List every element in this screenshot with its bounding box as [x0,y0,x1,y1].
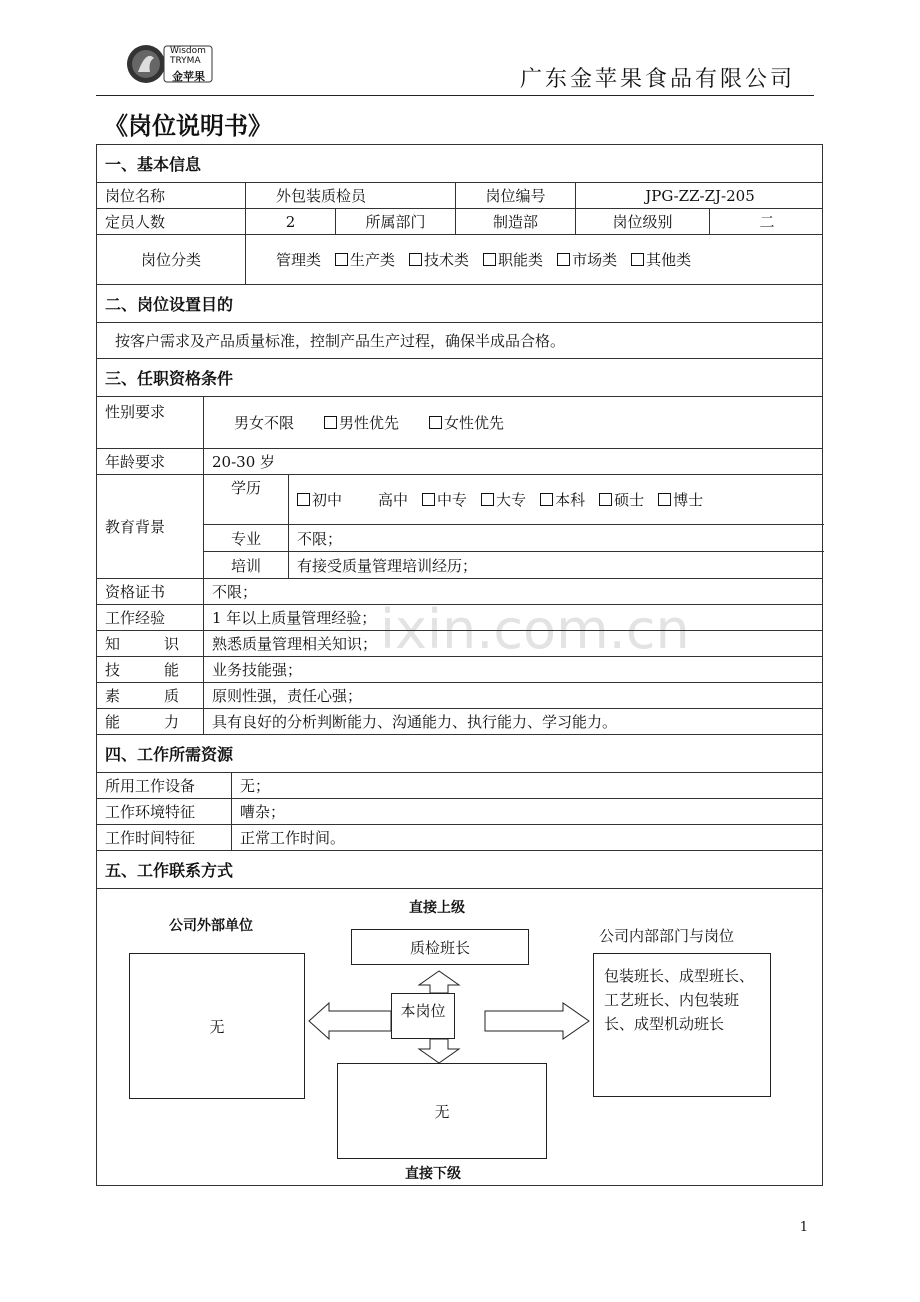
company-name: 广东金苹果食品有限公司 [520,67,796,92]
degree-option: 本科 [540,489,585,510]
major-label: 专业 [230,529,261,548]
major-value: 不限； [288,525,825,551]
post-name-value: 外包装质检员 [245,183,455,208]
headcount-label: 定员人数 [105,213,166,231]
row-gender [97,397,822,449]
watermark: ixin.com.cn [380,598,690,661]
row-purpose [97,323,822,359]
category-option: 技术类 [409,249,469,270]
ability-label: 能 力 [105,713,179,731]
section-qualification: 三、任职资格条件 [97,359,822,397]
subordinate-box: 无 [337,1063,547,1159]
degree-label: 学历 [230,479,261,497]
checkbox-icon [422,493,435,506]
row-equipment [97,773,822,799]
cert-value: 不限； [203,579,824,604]
ability-value: 具有良好的分析判断能力、沟通能力、执行能力、学习能力。 [203,709,824,734]
arrow-down-icon [419,1039,459,1063]
contact-diagram [97,889,822,1185]
checkbox-icon [297,493,310,506]
checkbox-icon [658,493,671,506]
section-purpose: 二、岗位设置目的 [97,285,822,323]
row-training [204,552,824,579]
dept-value: 制造部 [455,209,575,234]
row-degree [204,475,824,525]
row-environment [97,799,822,825]
arrow-up-icon [419,971,459,993]
checkbox-icon [631,253,644,266]
dept-label: 所属部门 [335,209,455,234]
row-experience [97,605,822,631]
post-name-label: 岗位名称 [105,187,166,205]
cert-label: 资格证书 [105,583,166,601]
document-title: 《岗位说明书》 [104,112,272,140]
skill-label: 技 能 [105,661,179,679]
category-option: 其他类 [631,249,691,270]
row-category [97,235,822,285]
internal-line: 长、成型机动班长 [604,1015,725,1033]
category-option: 管理类 [276,251,322,269]
checkbox-icon [409,253,422,266]
knowledge-label: 知 识 [105,635,179,653]
gender-option: 男女不限 [234,414,295,432]
checkbox-icon [540,493,553,506]
checkbox-icon [481,493,494,506]
degree-option: 初中 [297,489,342,510]
row-quality [97,683,822,709]
degree-option: 中专 [422,489,467,510]
row-major [204,525,824,552]
header-divider [96,95,814,96]
checkbox-icon [335,253,348,266]
gender-option: 女性优先 [429,412,504,433]
external-box: 无 [129,953,305,1099]
job-description-table [96,144,823,1186]
internal-box [593,953,771,1097]
row-ability [97,709,822,735]
age-label: 年龄要求 [105,453,166,471]
training-label: 培训 [230,557,261,575]
equipment-value: 无； [231,773,824,798]
superior-box: 质检班长 [351,929,529,965]
work-time-value: 正常工作时间。 [231,825,824,850]
internal-line: 包装班长、成型班长、 [604,967,755,985]
degree-options [288,475,825,524]
quality-value: 原则性强，责任心强； [203,683,824,708]
row-certificate [97,579,822,605]
section-contact: 五、工作联系方式 [97,851,822,889]
self-box: 本岗位 [391,993,455,1039]
degree-option: 硕士 [599,489,644,510]
category-options [245,235,824,284]
education-label: 教育背景 [105,518,166,536]
checkbox-icon [557,253,570,266]
external-label: 公司外部单位 [169,918,253,934]
skill-value: 业务技能强； [203,657,824,682]
degree-option: 大专 [481,489,526,510]
category-option: 职能类 [483,249,543,270]
checkbox-icon [599,493,612,506]
headcount-value: 2 [245,209,335,234]
arrow-right-icon [485,1003,589,1039]
knowledge-value: 熟悉质量管理相关知识； [203,631,824,656]
category-option: 生产类 [335,249,395,270]
post-code-label: 岗位编号 [455,183,575,208]
arrow-left-icon [309,1003,391,1039]
row-work-time [97,825,822,851]
category-label: 岗位分类 [140,251,201,269]
row-education [97,475,822,579]
quality-label: 素 质 [105,687,179,705]
gender-label: 性别要求 [105,403,166,421]
degree-option: 高中 [378,491,409,509]
environment-value: 嘈杂； [231,799,824,824]
section-resources: 四、工作所需资源 [97,735,822,773]
work-time-label: 工作时间特征 [105,829,196,847]
environment-label: 工作环境特征 [105,803,196,821]
internal-line: 工艺班长、内包装班 [604,991,740,1009]
level-value: 二 [709,209,824,234]
training-value: 有接受质量管理培训经历； [288,552,825,579]
subordinate-label: 直接下级 [405,1166,461,1182]
experience-label: 工作经验 [105,609,166,627]
logo-text-cn: 金苹果 [172,70,205,83]
company-logo [126,42,214,86]
checkbox-icon [324,416,337,429]
gender-option: 男性优先 [324,412,399,433]
row-knowledge [97,631,822,657]
superior-label: 直接上级 [409,900,465,916]
level-label: 岗位级别 [575,209,709,234]
degree-option: 博士 [658,489,703,510]
gender-options [203,397,824,448]
checkbox-icon [483,253,496,266]
age-value: 20-30 岁 [203,449,824,474]
checkbox-icon [429,416,442,429]
internal-label: 公司内部部门与岗位 [599,927,735,945]
post-code-value: JPG-ZZ-ZJ-205 [575,183,824,208]
row-age [97,449,822,475]
experience-value: 1 年以上质量管理经验； [203,605,824,630]
row-headcount [97,209,822,235]
logo-text-en: Wisdom TRYMA [170,46,206,66]
category-option: 市场类 [557,249,617,270]
section-basic-info: 一、基本信息 [97,145,822,183]
purpose-text: 按客户需求及产品质量标准，控制产品生产过程，确保半成品合格。 [115,332,566,350]
page-number: 1 [799,1220,808,1235]
row-skill [97,657,822,683]
row-post-name [97,183,822,209]
equipment-label: 所用工作设备 [105,777,196,795]
